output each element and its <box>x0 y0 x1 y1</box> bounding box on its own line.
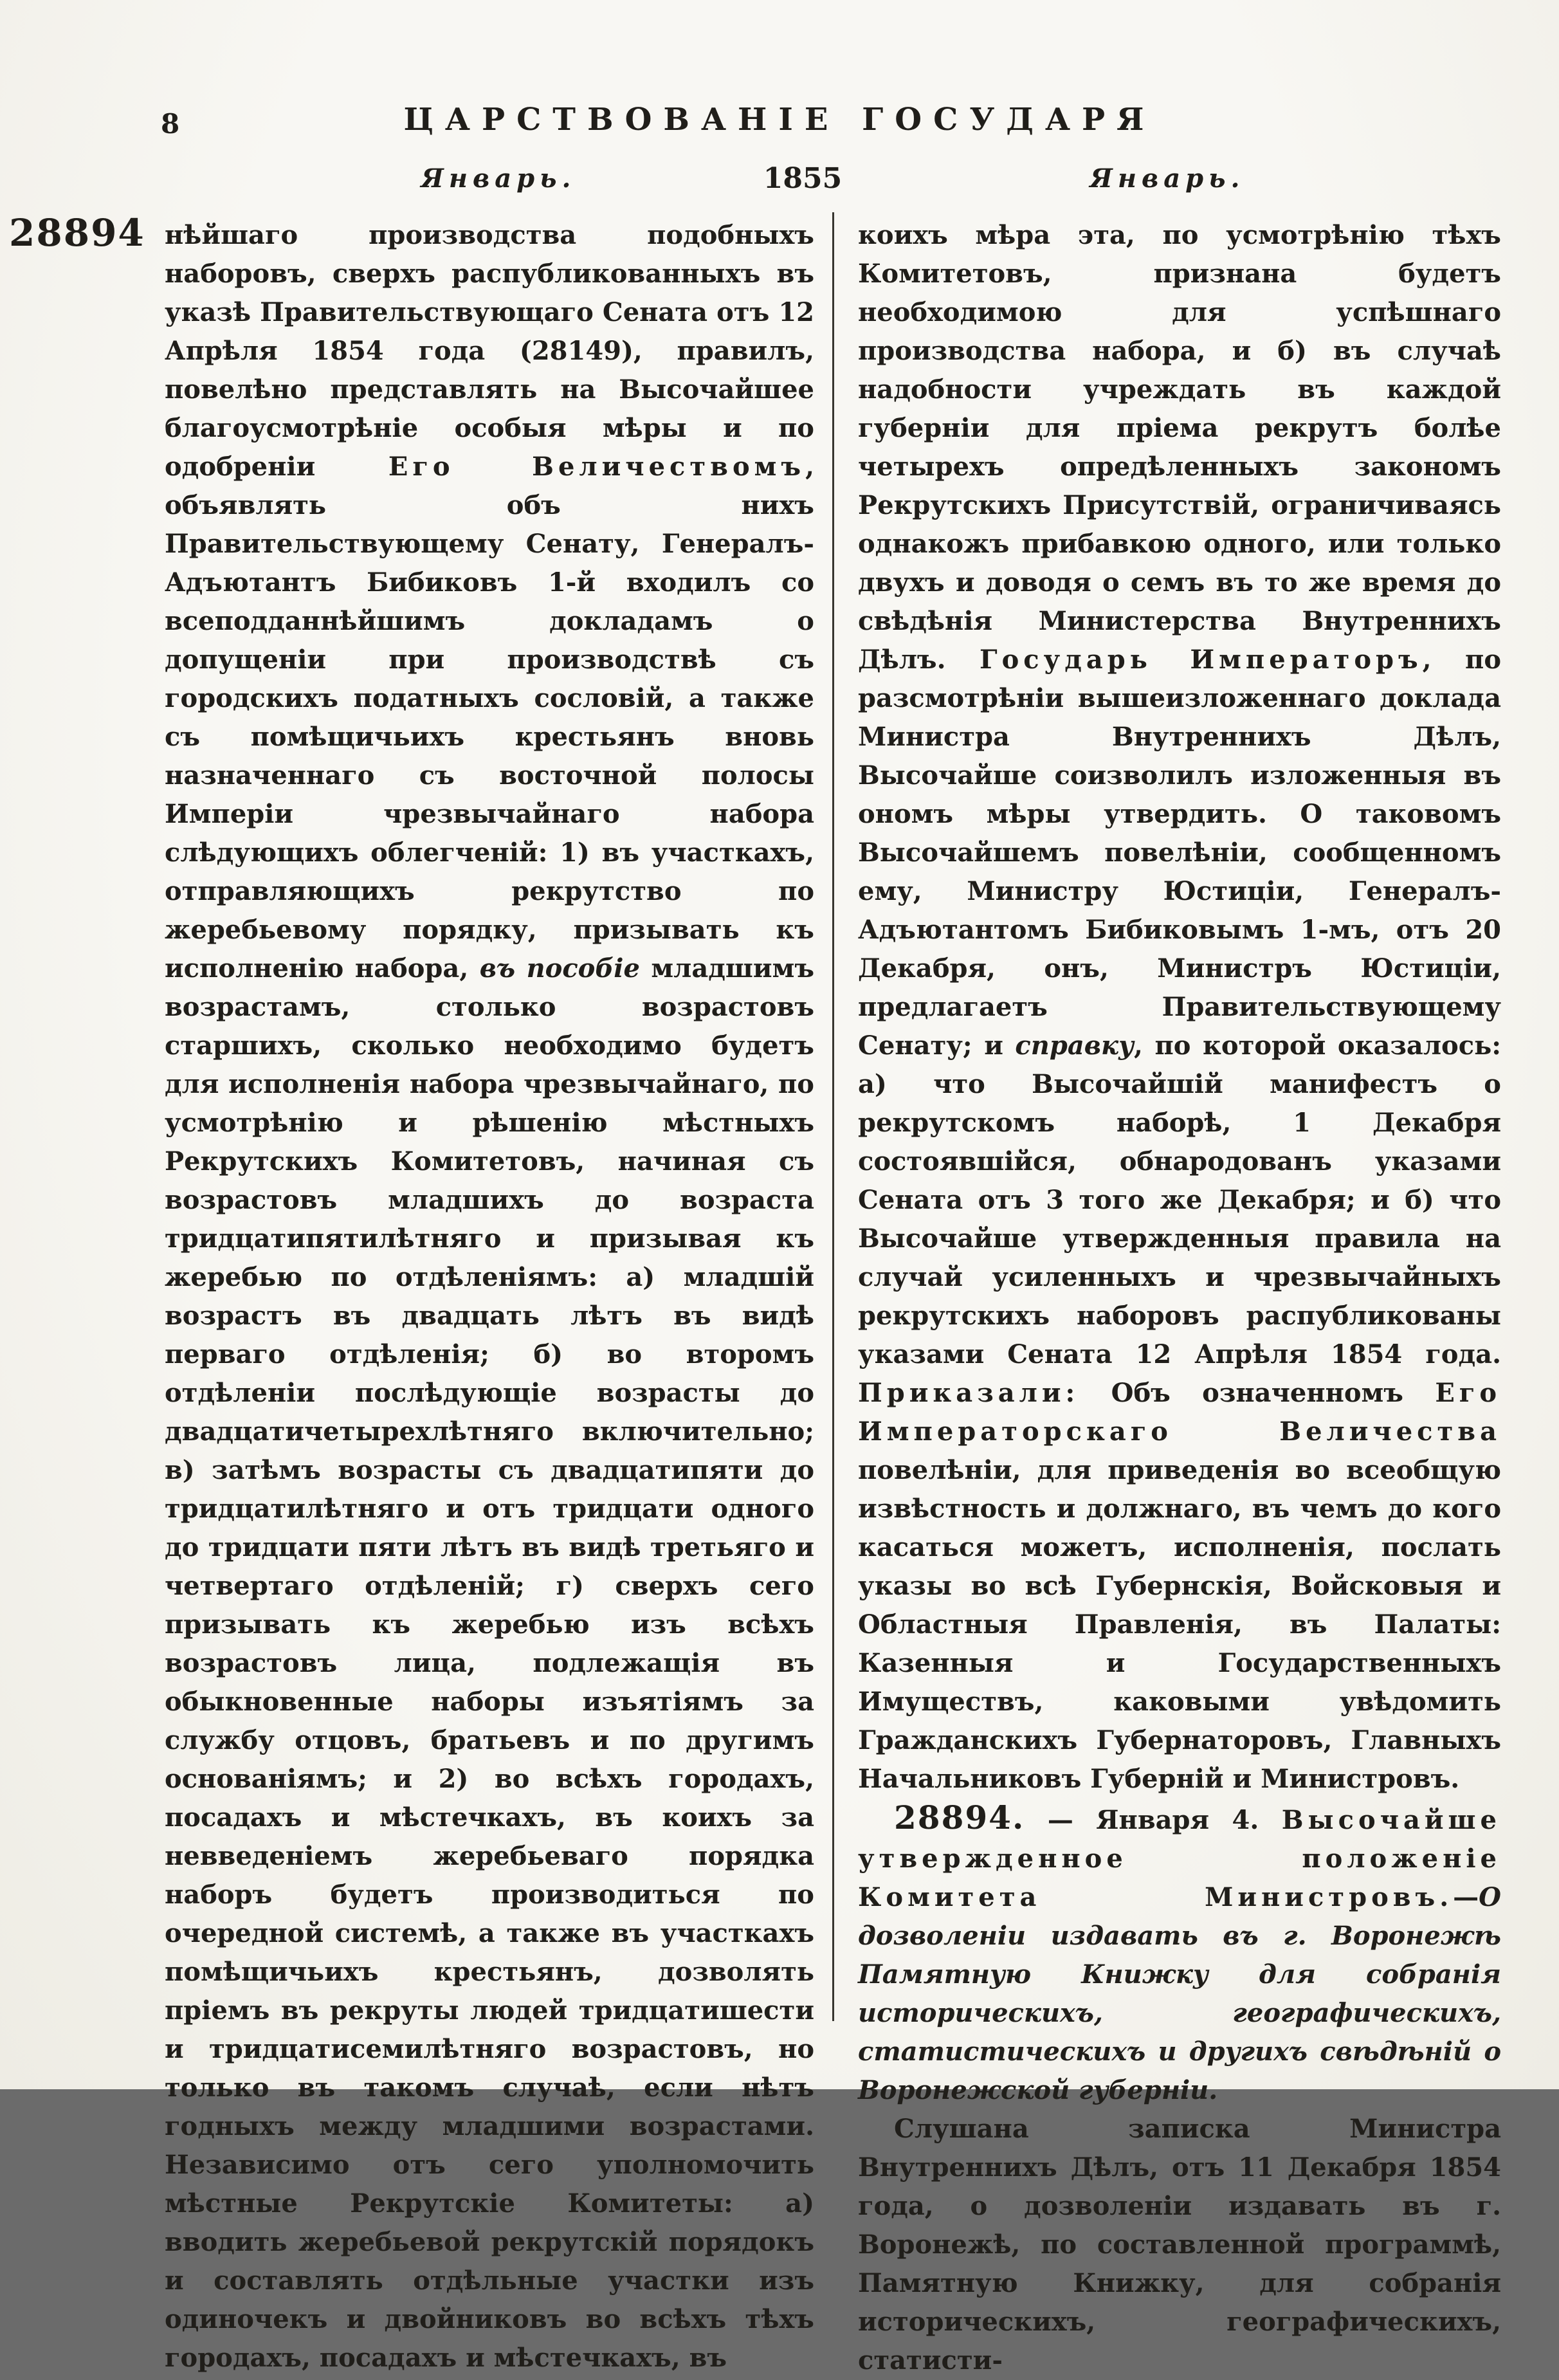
entry-28894-body-paragraph: Слушана записка Министра Внутреннихъ Дѣлъ, отъ 11 Декабря 1854 года, о дозволеніи издавать въ г. Воронежѣ, по составленной программѣ, Памятную Книжку, для собранія историческихъ, географическихъ, статисти- <box>858 2114 1501 2375</box>
page-number: 8 <box>161 108 180 140</box>
right-text-column <box>858 216 1501 2380</box>
running-head-month-right: Январь. <box>1089 163 1245 194</box>
left-text-column <box>165 216 814 2377</box>
left-column-paragraph: нѣйшаго производства подобныхъ наборовъ, сверхъ распубликованныхъ въ указѣ Правительствующаго Сената отъ 12 Апрѣля 1854 года (28149), правилъ, повелѣно представлять на Высочайшее благоусмотрѣніе особыя мѣры и по одобреніи Его Величествомъ, объявлять объ нихъ Правительствующему Сенату, Генералъ-Адъютантъ Бибиковъ 1-й входилъ со всеподданнѣйшимъ докладамъ о допущеніи при производствѣ съ городскихъ податныхъ сословій, а также съ помѣщичьихъ крестьянъ вновь назначеннаго съ восточной полосы Имперіи чрезвычайнаго набора слѣдующихъ облегченій: 1) въ участкахъ, отправляющихъ рекрутство по жеребьевому порядку, призывать къ исполненію набора, въ пособіе младшимъ возрастамъ, столько возрастовъ старшихъ, сколько необходимо будетъ для исполненія набора чрезвычайнаго, по усмотрѣнію и рѣшенію мѣстныхъ Рекрутскихъ Комитетовъ, начиная съ возрастовъ младшихъ до возраста тридцатипятилѣтняго и призывая къ жеребью по отдѣленіямъ: а) младшій возрастъ въ двадцать лѣтъ въ видѣ перваго отдѣленія; б) во второмъ отдѣленіи послѣдующіе возрасты до двадцатичетырехлѣтняго включительно; в) затѣмъ возрасты съ двадцатипяти до тридцатилѣтняго и отъ тридцати одного до тридцати пяти лѣтъ въ видѣ третьяго и четвертаго отдѣленій; г) сверхъ сего призывать къ жеребью изъ всѣхъ возрастовъ лица, подлежащія въ обыкновенные наборы изъятіямъ за службу отцовъ, братьевъ и по другимъ основаніямъ; и 2) во всѣхъ городахъ, посадахъ и мѣстечкахъ, въ коихъ за невведеніемъ жеребьеваго порядка наборъ будетъ производиться по очередной системѣ, а также въ участкахъ помѣщичьихъ крестьянъ, дозволять пріемъ въ рекруты людей тридцатишести и тридцатисемилѣтняго возрастовъ, но только въ такомъ случаѣ, если нѣтъ годныхъ между младшими возрастами. Независимо отъ сего уполномочить мѣстные Рекрутскіе Комитеты: а) вводить жеребьевой рекрутскій порядокъ и составлять отдѣльные участки изъ одиночекъ и двойниковъ во всѣхъ тѣхъ городахъ, посадахъ и мѣстечкахъ, въ <box>165 220 814 2373</box>
running-head-month-left: Январь. <box>421 163 576 194</box>
running-head-title: ЦАРСТВОВАНІЕ ГОСУДАРЯ <box>403 102 1156 138</box>
margin-entry-number: 28894 <box>9 211 145 255</box>
entry-28894-heading-paragraph: 28894. — Января 4. Высочайше утвержденное положеніе Комитета Министровъ.—О дозволеніи издавать въ г. Воронежѣ Памятную Книжку для собранія историческихъ, географическихъ, статистическихъ и другихъ свѣдѣній о Воронежской губерніи. <box>858 1799 1501 2105</box>
column-divider-rule <box>832 212 834 2021</box>
right-column-paragraph-continuation: коихъ мѣра эта, по усмотрѣнію тѣхъ Комитетовъ, признана будетъ необходимою для успѣшнаго производства набора, и б) въ случаѣ надобности учреждать въ каждой губерніи для пріема рекрутъ болѣе четырехъ опредѣленныхъ закономъ Рекрутскихъ Присутствій, ограничиваясь однакожъ прибавкою одного, или только двухъ и доводя о семъ въ то же время до свѣдѣнія Министерства Внутреннихъ Дѣлъ. Государь Императоръ, по разсмотрѣніи вышеизложеннаго доклада Министра Внутреннихъ Дѣлъ, Высочайше соизволилъ изложенныя въ ономъ мѣры утвердить. О таковомъ Высочайшемъ повелѣніи, сообщенномъ ему, Министру Юстиціи, Генералъ-Адъютантомъ Бибиковымъ 1-мъ, отъ 20 Декабря, онъ, Министръ Юстиціи, предлагаетъ Правительствующему Сенату; и справку, по которой оказалось: а) что Высочайшій манифестъ о рекрутскомъ наборѣ, 1 Декабря состоявшійся, обнародованъ указами Сената отъ 3 того же Декабря; и б) что Высочайше утвержденныя правила на случай усиленныхъ и чрезвычайныхъ рекрутскихъ наборовъ распубликованы указами Сената 12 Апрѣля 1854 года. Приказали: Объ означенномъ Его Императорскаго Величества повелѣніи, для приведенія во всеобщую извѣстность и должнаго, въ чемъ до кого касаться можетъ, исполненія, послать указы во всѣ Губернскія, Войсковыя и Областныя Правленія, въ Палаты: Казенныя и Государственныхъ Имуществъ, каковыми увѣдомить Гражданскихъ Губернаторовъ, Главныхъ Начальниковъ Губерній и Министровъ. <box>858 220 1501 1794</box>
running-head-year: 1855 <box>763 162 843 195</box>
